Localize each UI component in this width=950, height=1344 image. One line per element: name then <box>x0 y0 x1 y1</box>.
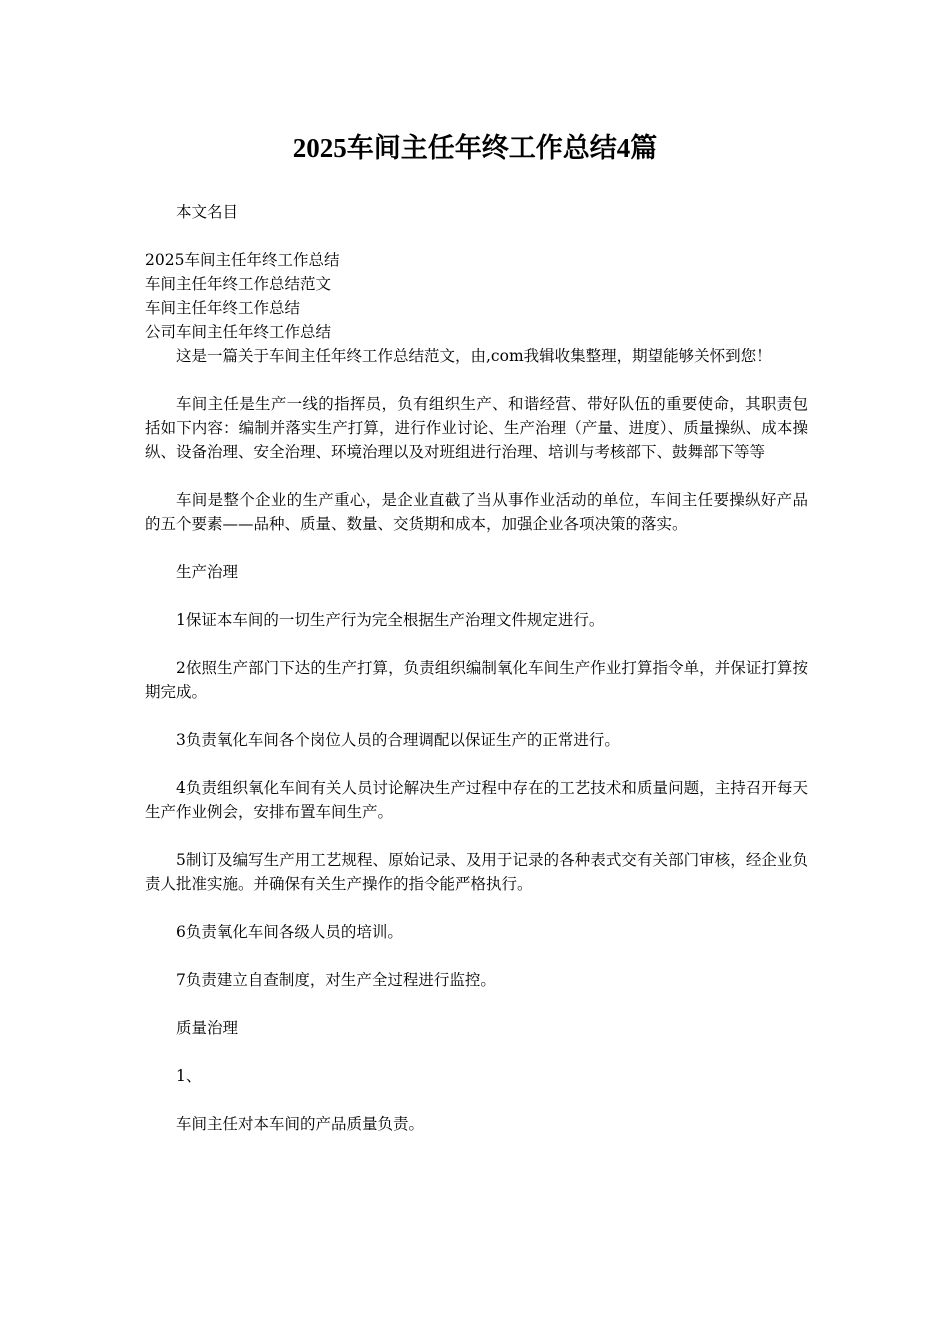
list-item: 6负责氧化车间各级人员的培训。 <box>176 923 403 941</box>
list-item: 1保证本车间的一切生产行为完全根据生产治理文件规定进行。 <box>176 611 605 629</box>
document-body <box>145 200 808 1136</box>
body-paragraph: 车间是整个企业的生产重心，是企业直截了当从事作业活动的单位，车间主任要操纵好产品的五个要素——品种、质量、数量、交货期和成本，加强企业各项决策的落实。 <box>145 491 808 533</box>
document-title: 2025车间主任年终工作总结4篇 <box>292 133 658 163</box>
toc-item: 公司车间主任年终工作总结 <box>145 323 332 341</box>
toc-label: 本文名目 <box>176 203 239 221</box>
toc-item: 2025车间主任年终工作总结 <box>145 251 340 269</box>
body-paragraph: 车间主任是生产一线的指挥员，负有组织生产、和谐经营、带好队伍的重要使命，其职责包括如下内容：编制并落实生产打算，进行作业讨论、生产治理（产量、进度）、质量操纵、成本操纵、设备治理、安全治理、环境治理以及对班组进行治理、培训与考核部下、鼓舞部下等等 <box>145 395 808 461</box>
list-item: 2依照生产部门下达的生产打算，负责组织编制氧化车间生产作业打算指令单，并保证打算按期完成。 <box>145 659 808 701</box>
section-heading: 生产治理 <box>176 563 239 581</box>
list-item: 1、 <box>176 1067 202 1085</box>
intro-paragraph: 这是一篇关于车间主任年终工作总结范文，由,com我辑收集整理，期望能够关怀到您！ <box>176 347 772 365</box>
toc-item: 车间主任年终工作总结 <box>145 299 301 317</box>
table-of-contents <box>145 248 808 344</box>
toc-item: 车间主任年终工作总结范文 <box>145 275 332 293</box>
list-item: 4负责组织氧化车间有关人员讨论解决生产过程中存在的工艺技术和质量问题，主持召开每天生产作业例会，安排布置车间生产。 <box>145 779 808 821</box>
list-item: 3负责氧化车间各个岗位人员的合理调配以保证生产的正常进行。 <box>176 731 620 749</box>
list-item: 7负责建立自查制度，对生产全过程进行监控。 <box>176 971 496 989</box>
list-item: 5制订及编写生产用工艺规程、原始记录、及用于记录的各种表式交有关部门审核，经企业负责人批准实施。并确保有关生产操作的指令能严格执行。 <box>145 851 808 893</box>
body-paragraph: 车间主任对本车间的产品质量负责。 <box>176 1115 425 1133</box>
section-heading: 质量治理 <box>176 1019 239 1037</box>
